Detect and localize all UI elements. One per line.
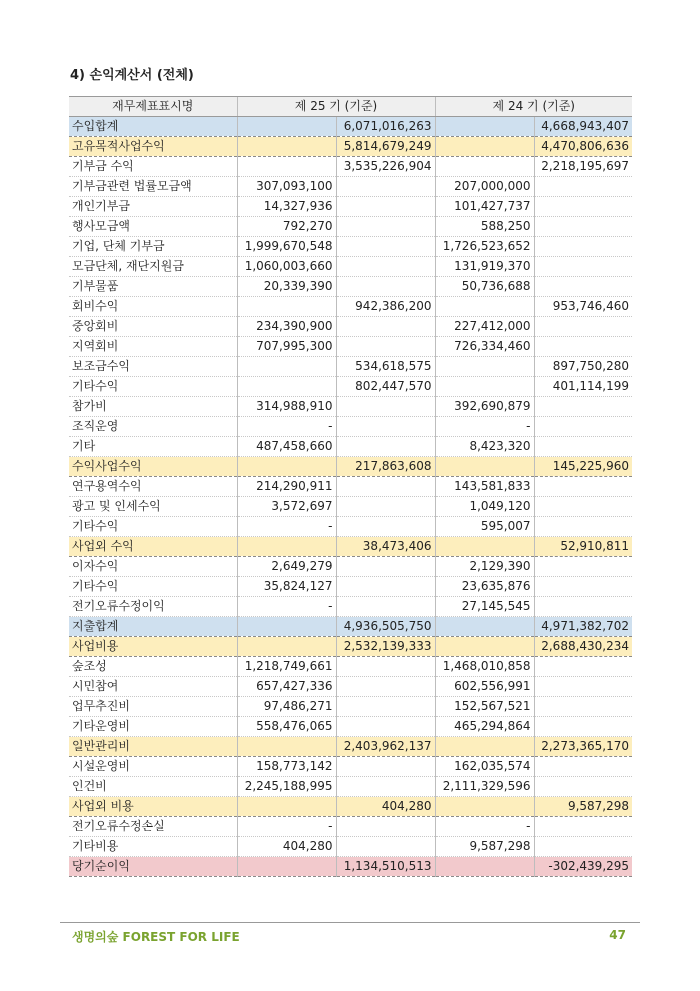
period-25-subtotal-cell: 4,936,505,750 (336, 617, 435, 637)
period-25-detail-cell: 792,270 (237, 217, 336, 237)
account-name-cell: 참가비 (69, 397, 237, 417)
period-24-detail-cell (435, 857, 534, 877)
period-25-subtotal-cell: 38,473,406 (336, 537, 435, 557)
period-24-subtotal-cell: 9,587,298 (534, 797, 632, 817)
period-24-subtotal-cell (534, 577, 632, 597)
period-24-subtotal-cell (534, 197, 632, 217)
period-25-detail-cell (237, 377, 336, 397)
period-24-subtotal-cell (534, 317, 632, 337)
table-row (69, 217, 632, 237)
period-24-detail-cell: 207,000,000 (435, 177, 534, 197)
period-24-detail-cell: 595,007 (435, 517, 534, 537)
footer-brand: 생명의숲 FOREST FOR LIFE (72, 930, 240, 944)
account-name-cell: 지역회비 (69, 337, 237, 357)
account-name-cell: 광고 및 인세수익 (69, 497, 237, 517)
period-24-subtotal-cell (534, 277, 632, 297)
period-25-detail-cell: 558,476,065 (237, 717, 336, 737)
period-25-subtotal-cell (336, 757, 435, 777)
table-row (69, 497, 632, 517)
period-24-detail-cell (435, 637, 534, 657)
period-25-subtotal-cell (336, 497, 435, 517)
period-24-subtotal-cell (534, 177, 632, 197)
period-24-subtotal-cell: 953,746,460 (534, 297, 632, 317)
period-24-subtotal-cell: 145,225,960 (534, 457, 632, 477)
period-24-subtotal-cell (534, 337, 632, 357)
table-row (69, 397, 632, 417)
period-24-subtotal-cell: 401,114,199 (534, 377, 632, 397)
account-name-cell: 연구용역수익 (69, 477, 237, 497)
account-name-cell: 고유목적사업수익 (69, 137, 237, 157)
footer-divider (60, 922, 640, 923)
period-24-subtotal-cell (534, 397, 632, 417)
header-period-25: 제 25 기 (기준) (237, 97, 435, 117)
account-name-cell: 전기오류수정이익 (69, 597, 237, 617)
period-25-subtotal-cell: 3,535,226,904 (336, 157, 435, 177)
account-name-cell: 이자수익 (69, 557, 237, 577)
period-25-subtotal-cell (336, 257, 435, 277)
period-24-subtotal-cell: 2,273,365,170 (534, 737, 632, 757)
period-25-detail-cell: 1,060,003,660 (237, 257, 336, 277)
period-25-detail-cell: 1,218,749,661 (237, 657, 336, 677)
period-25-detail-cell (237, 157, 336, 177)
account-name-cell: 기타수익 (69, 577, 237, 597)
period-25-detail-cell (237, 537, 336, 557)
period-25-detail-cell: 657,427,336 (237, 677, 336, 697)
period-25-detail-cell: 97,486,271 (237, 697, 336, 717)
period-25-detail-cell: 3,572,697 (237, 497, 336, 517)
table-row (69, 337, 632, 357)
period-25-subtotal-cell (336, 657, 435, 677)
period-25-detail-cell: 14,327,936 (237, 197, 336, 217)
table-row (69, 817, 632, 837)
period-25-subtotal-cell: 942,386,200 (336, 297, 435, 317)
period-24-detail-cell (435, 297, 534, 317)
period-24-subtotal-cell (534, 497, 632, 517)
account-name-cell: 전기오류수정손실 (69, 817, 237, 837)
period-24-subtotal-cell (534, 777, 632, 797)
account-name-cell: 기타비용 (69, 837, 237, 857)
table-row (69, 797, 632, 817)
period-24-subtotal-cell (534, 477, 632, 497)
period-24-subtotal-cell (534, 217, 632, 237)
period-25-subtotal-cell (336, 557, 435, 577)
period-25-subtotal-cell (336, 177, 435, 197)
period-24-subtotal-cell (534, 697, 632, 717)
account-name-cell: 수입합계 (69, 117, 237, 137)
period-24-subtotal-cell: 4,668,943,407 (534, 117, 632, 137)
section-heading: 4) 손익계산서 (전체) (70, 68, 194, 83)
period-25-detail-cell (237, 737, 336, 757)
period-24-detail-cell (435, 357, 534, 377)
period-25-subtotal-cell: 404,280 (336, 797, 435, 817)
period-25-subtotal-cell: 802,447,570 (336, 377, 435, 397)
account-name-cell: 행사모금액 (69, 217, 237, 237)
account-name-cell: 기타운영비 (69, 717, 237, 737)
period-24-detail-cell: 1,049,120 (435, 497, 534, 517)
account-name-cell: 일반관리비 (69, 737, 237, 757)
period-24-detail-cell (435, 137, 534, 157)
table-row (69, 137, 632, 157)
period-25-detail-cell: 1,999,670,548 (237, 237, 336, 257)
table-header-row (69, 97, 632, 117)
table-row (69, 637, 632, 657)
period-24-detail-cell (435, 457, 534, 477)
account-name-cell: 당기순이익 (69, 857, 237, 877)
table-row (69, 737, 632, 757)
period-24-subtotal-cell (534, 437, 632, 457)
account-name-cell: 지출합계 (69, 617, 237, 637)
period-25-subtotal-cell (336, 197, 435, 217)
period-25-subtotal-cell (336, 477, 435, 497)
period-25-subtotal-cell (336, 217, 435, 237)
period-24-detail-cell: 143,581,833 (435, 477, 534, 497)
account-name-cell: 조직운영 (69, 417, 237, 437)
period-24-detail-cell: 152,567,521 (435, 697, 534, 717)
table-row (69, 677, 632, 697)
period-25-subtotal-cell: 5,814,679,249 (336, 137, 435, 157)
period-25-detail-cell: 487,458,660 (237, 437, 336, 457)
header-account-name: 재무제표표시명 (69, 97, 237, 117)
account-name-cell: 개인기부금 (69, 197, 237, 217)
table-row (69, 697, 632, 717)
period-24-subtotal-cell (534, 817, 632, 837)
period-24-detail-cell (435, 737, 534, 757)
account-name-cell: 기부금관련 법률모금액 (69, 177, 237, 197)
table-row (69, 577, 632, 597)
period-25-subtotal-cell: 2,403,962,137 (336, 737, 435, 757)
account-name-cell: 보조금수익 (69, 357, 237, 377)
table-row (69, 157, 632, 177)
period-25-detail-cell: - (237, 517, 336, 537)
period-24-detail-cell: 392,690,879 (435, 397, 534, 417)
period-24-subtotal-cell (534, 677, 632, 697)
period-25-subtotal-cell (336, 597, 435, 617)
period-25-subtotal-cell: 217,863,608 (336, 457, 435, 477)
account-name-cell: 시민참여 (69, 677, 237, 697)
period-25-detail-cell: 20,339,390 (237, 277, 336, 297)
period-25-subtotal-cell: 2,532,139,333 (336, 637, 435, 657)
account-name-cell: 기타수익 (69, 517, 237, 537)
account-name-cell: 숲조성 (69, 657, 237, 677)
period-24-detail-cell: 131,919,370 (435, 257, 534, 277)
period-24-detail-cell: 27,145,545 (435, 597, 534, 617)
period-24-detail-cell: - (435, 417, 534, 437)
period-24-subtotal-cell (534, 517, 632, 537)
period-24-detail-cell: 2,129,390 (435, 557, 534, 577)
period-25-subtotal-cell (336, 237, 435, 257)
period-25-detail-cell: 234,390,900 (237, 317, 336, 337)
period-24-subtotal-cell (534, 837, 632, 857)
period-24-subtotal-cell (534, 757, 632, 777)
period-24-subtotal-cell (534, 257, 632, 277)
account-name-cell: 기업, 단체 기부금 (69, 237, 237, 257)
period-25-subtotal-cell (336, 337, 435, 357)
period-25-detail-cell (237, 797, 336, 817)
period-24-detail-cell (435, 117, 534, 137)
table-row (69, 197, 632, 217)
period-25-detail-cell (237, 457, 336, 477)
account-name-cell: 기부금 수익 (69, 157, 237, 177)
account-name-cell: 사업외 비용 (69, 797, 237, 817)
period-24-detail-cell: 9,587,298 (435, 837, 534, 857)
account-name-cell: 인건비 (69, 777, 237, 797)
account-name-cell: 기부물품 (69, 277, 237, 297)
account-name-cell: 사업비용 (69, 637, 237, 657)
period-24-detail-cell (435, 157, 534, 177)
period-24-subtotal-cell: 897,750,280 (534, 357, 632, 377)
period-25-detail-cell (237, 357, 336, 377)
table-row (69, 557, 632, 577)
period-24-subtotal-cell (534, 417, 632, 437)
period-24-subtotal-cell (534, 597, 632, 617)
table-row (69, 517, 632, 537)
period-25-subtotal-cell (336, 397, 435, 417)
period-24-detail-cell: 588,250 (435, 217, 534, 237)
period-25-detail-cell: 2,649,279 (237, 557, 336, 577)
table-row (69, 617, 632, 637)
period-25-subtotal-cell (336, 437, 435, 457)
period-24-detail-cell (435, 537, 534, 557)
period-24-detail-cell: - (435, 817, 534, 837)
period-24-detail-cell: 465,294,864 (435, 717, 534, 737)
period-24-subtotal-cell: 4,470,806,636 (534, 137, 632, 157)
period-24-subtotal-cell (534, 557, 632, 577)
table-row (69, 377, 632, 397)
period-25-detail-cell: 158,773,142 (237, 757, 336, 777)
account-name-cell: 회비수익 (69, 297, 237, 317)
period-25-subtotal-cell (336, 777, 435, 797)
period-24-detail-cell: 162,035,574 (435, 757, 534, 777)
table-row (69, 437, 632, 457)
period-24-subtotal-cell (534, 717, 632, 737)
period-25-detail-cell: 404,280 (237, 837, 336, 857)
period-24-detail-cell (435, 377, 534, 397)
period-24-detail-cell: 227,412,000 (435, 317, 534, 337)
period-24-detail-cell: 8,423,320 (435, 437, 534, 457)
period-24-subtotal-cell (534, 657, 632, 677)
table-row (69, 757, 632, 777)
period-24-detail-cell (435, 797, 534, 817)
period-25-detail-cell (237, 637, 336, 657)
period-24-detail-cell: 602,556,991 (435, 677, 534, 697)
table-row (69, 837, 632, 857)
period-25-detail-cell (237, 297, 336, 317)
period-25-detail-cell: - (237, 817, 336, 837)
table-row (69, 317, 632, 337)
header-period-24: 제 24 기 (기준) (435, 97, 632, 117)
period-24-detail-cell (435, 617, 534, 637)
period-25-subtotal-cell: 1,134,510,513 (336, 857, 435, 877)
table-row (69, 457, 632, 477)
period-24-subtotal-cell: 4,971,382,702 (534, 617, 632, 637)
period-25-detail-cell (237, 617, 336, 637)
period-25-detail-cell (237, 857, 336, 877)
account-name-cell: 업무추진비 (69, 697, 237, 717)
period-24-subtotal-cell: 2,218,195,697 (534, 157, 632, 177)
period-25-subtotal-cell (336, 317, 435, 337)
income-statement-table (69, 96, 632, 877)
period-25-detail-cell: - (237, 597, 336, 617)
period-25-detail-cell (237, 117, 336, 137)
period-25-subtotal-cell (336, 417, 435, 437)
account-name-cell: 사업외 수익 (69, 537, 237, 557)
period-25-subtotal-cell (336, 277, 435, 297)
table-row (69, 277, 632, 297)
period-25-subtotal-cell (336, 677, 435, 697)
account-name-cell: 중앙회비 (69, 317, 237, 337)
period-25-detail-cell: 35,824,127 (237, 577, 336, 597)
page-number: 47 (609, 928, 626, 942)
account-name-cell: 기타 (69, 437, 237, 457)
period-25-subtotal-cell (336, 517, 435, 537)
period-24-detail-cell: 101,427,737 (435, 197, 534, 217)
period-24-detail-cell: 23,635,876 (435, 577, 534, 597)
period-25-detail-cell: 2,245,188,995 (237, 777, 336, 797)
table-row (69, 777, 632, 797)
account-name-cell: 수익사업수익 (69, 457, 237, 477)
period-25-detail-cell: - (237, 417, 336, 437)
table-row (69, 237, 632, 257)
period-24-subtotal-cell: -302,439,295 (534, 857, 632, 877)
period-25-subtotal-cell: 6,071,016,263 (336, 117, 435, 137)
table-row (69, 257, 632, 277)
period-24-detail-cell: 1,726,523,652 (435, 237, 534, 257)
period-24-subtotal-cell: 2,688,430,234 (534, 637, 632, 657)
period-24-detail-cell: 726,334,460 (435, 337, 534, 357)
table-row (69, 417, 632, 437)
account-name-cell: 시설운영비 (69, 757, 237, 777)
table-row (69, 657, 632, 677)
period-24-subtotal-cell (534, 237, 632, 257)
period-25-detail-cell: 214,290,911 (237, 477, 336, 497)
period-25-subtotal-cell: 534,618,575 (336, 357, 435, 377)
period-25-subtotal-cell (336, 837, 435, 857)
account-name-cell: 기타수익 (69, 377, 237, 397)
table-row (69, 597, 632, 617)
period-25-subtotal-cell (336, 717, 435, 737)
table-row (69, 177, 632, 197)
period-25-subtotal-cell (336, 817, 435, 837)
period-25-detail-cell: 314,988,910 (237, 397, 336, 417)
table-row (69, 537, 632, 557)
table-row (69, 297, 632, 317)
table-row (69, 117, 632, 137)
period-25-detail-cell: 707,995,300 (237, 337, 336, 357)
table-row (69, 477, 632, 497)
period-25-detail-cell: 307,093,100 (237, 177, 336, 197)
period-24-detail-cell: 50,736,688 (435, 277, 534, 297)
period-25-subtotal-cell (336, 697, 435, 717)
period-24-detail-cell: 2,111,329,596 (435, 777, 534, 797)
period-24-subtotal-cell: 52,910,811 (534, 537, 632, 557)
table-row (69, 717, 632, 737)
period-24-detail-cell: 1,468,010,858 (435, 657, 534, 677)
table-row (69, 357, 632, 377)
table-row (69, 857, 632, 877)
account-name-cell: 모금단체, 재단지원금 (69, 257, 237, 277)
period-25-detail-cell (237, 137, 336, 157)
period-25-subtotal-cell (336, 577, 435, 597)
